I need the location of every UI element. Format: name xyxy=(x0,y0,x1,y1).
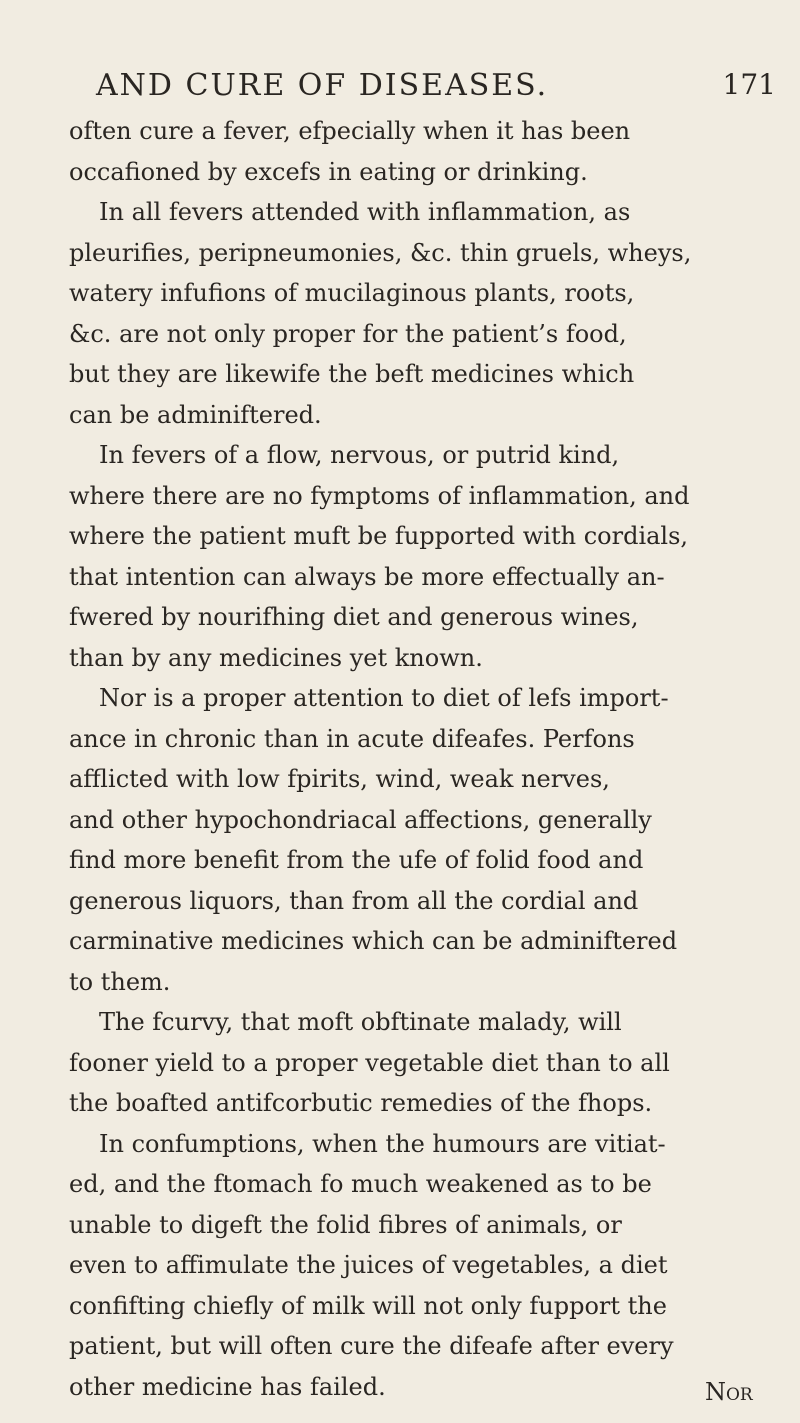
text-line: other medicine has failed. xyxy=(69,1372,386,1401)
paragraph-start-line: Nor is a proper attention to diet of lefs import- xyxy=(99,684,669,712)
text-line: find more benefit from the ufe of folid food and xyxy=(69,846,644,874)
paragraph-start-line: In all fevers attended with inflammation, as xyxy=(99,198,631,226)
page-header xyxy=(96,68,776,108)
catchword: Nor xyxy=(705,1378,753,1406)
body-text xyxy=(69,111,784,1407)
page-number: 171 xyxy=(722,68,776,101)
text-line: fwered by nourifhing diet and generous wines, xyxy=(69,603,639,631)
text-line: carminative medicines which can be adminiftered xyxy=(69,927,678,955)
text-line: can be adminiftered. xyxy=(69,400,322,429)
paragraph-start-line: The fcurvy, that moft obftinate malady, will xyxy=(99,1008,622,1036)
text-line: watery infufions of mucilaginous plants, roots, xyxy=(69,279,635,307)
text-line: generous liquors, than from all the cordial and xyxy=(69,886,639,915)
text-line: and other hypochondriacal affections, generally xyxy=(69,805,652,834)
text-line: unable to digeft the folid fibres of animals, or xyxy=(69,1210,622,1239)
text-line: where there are no fymptoms of inflammation, and xyxy=(69,481,690,510)
text-line: the boafted antifcorbutic remedies of the fhops. xyxy=(69,1089,653,1117)
text-line: afflicted with low fpirits, wind, weak nerves, xyxy=(69,765,610,793)
text-line: confifting chiefly of milk will not only fupport the xyxy=(69,1291,667,1320)
text-line: to them. xyxy=(69,967,171,996)
text-line: often cure a fever, efpecially when it has been xyxy=(69,117,631,145)
text-line: occafioned by excefs in eating or drinking. xyxy=(69,157,588,186)
text-line: pleurifies, peripneumonies, &c. thin gruels, wheys, xyxy=(69,238,692,267)
text-line: fooner yield to a proper vegetable diet than to all xyxy=(69,1048,670,1077)
text-line: ance in chronic than in acute difeafes. Perfons xyxy=(69,724,635,753)
text-line: &c. are not only proper for the patient’s food, xyxy=(69,319,627,348)
paragraph-start-line: In confumptions, when the humours are vitiat- xyxy=(99,1129,666,1158)
text-line: ed, and the ftomach fo much weakened as to be xyxy=(69,1170,652,1198)
text-line: that intention can always be more effectually an- xyxy=(69,562,665,591)
text-line: but they are likewife the beft medicines which xyxy=(69,360,635,388)
text-line: patient, but will often cure the difeafe after every xyxy=(69,1332,674,1360)
running-title: AND CURE OF DISEASES. xyxy=(96,68,549,103)
text-line: even to affimulate the juices of vegetables, a diet xyxy=(69,1251,668,1279)
paragraph-start-line: In fevers of a flow, nervous, or putrid kind, xyxy=(99,441,620,469)
text-line: than by any medicines yet known. xyxy=(69,643,483,672)
text-line: where the patient muft be fupported with cordials, xyxy=(69,522,689,550)
